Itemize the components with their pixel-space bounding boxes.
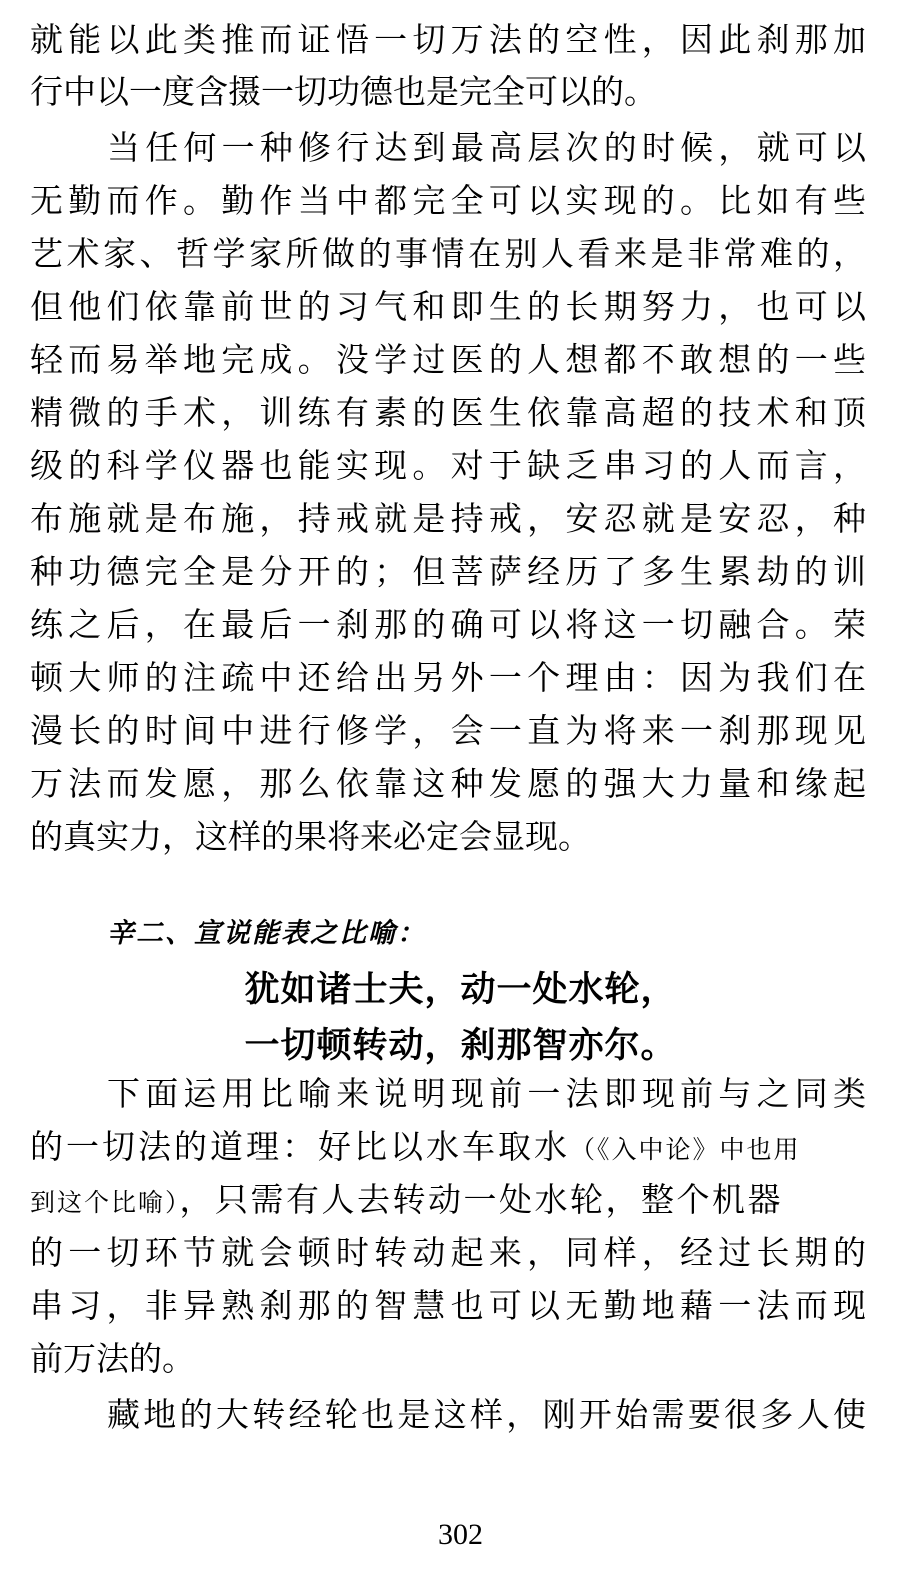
text-line: 万法而发愿，那么依靠这种发愿的强大力量和缘起 — [30, 764, 866, 803]
text-line-mixed — [30, 1174, 866, 1226]
text-line: 下面运用比喻来说明现前一法即现前与之同类 — [107, 1074, 866, 1113]
annotation-text: （《入中论》中也用 — [570, 1135, 801, 1164]
section-heading: 辛二、宣说能表之比喻： — [107, 918, 426, 949]
text-line: 级的科学仪器也能实现。对于缺乏串习的人而言， — [30, 446, 866, 485]
text-segment: 的一切法的道理：好比以水车取水 — [30, 1127, 570, 1166]
text-line: 漫长的时间中进行修学，会一直为将来一刹那现见 — [30, 711, 866, 750]
text-line: 精微的手术，训练有素的医生依靠高超的技术和顶 — [30, 393, 866, 432]
text-line: 串习，非异熟刹那的智慧也可以无勤地藉一法而现 — [30, 1286, 866, 1325]
text-line: 藏地的大转经轮也是这样，刚开始需要很多人使 — [107, 1395, 866, 1434]
text-line: 的一切环节就会顿时转动起来，同样，经过长期的 — [30, 1233, 866, 1272]
text-line: 顿大师的注疏中还给出另外一个理由：因为我们在 — [30, 658, 866, 697]
verse-line: 一切顿转动，刹那智亦尔。 — [244, 1026, 677, 1066]
text-line: 的真实力，这样的果将来必定会显现。 — [30, 817, 591, 856]
text-line: 无勤而作。勤作当中都完全可以实现的。比如有些 — [30, 181, 866, 220]
annotation-text: 到这个比喻） — [30, 1188, 180, 1217]
text-line: 布施就是布施，持戒就是持戒，安忍就是安忍，种 — [30, 499, 866, 538]
text-line: 就能以此类推而证悟一切万法的空性，因此刹那加 — [30, 20, 866, 59]
text-line-mixed — [30, 1121, 866, 1173]
text-segment: ，只需有人去转动一处水轮，整个机器 — [179, 1180, 784, 1219]
text-line: 种功德完全是分开的；但菩萨经历了多生累劫的训 — [30, 552, 866, 591]
text-line: 练之后，在最后一刹那的确可以将这一切融合。荣 — [30, 605, 866, 644]
text-line: 前万法的。 — [30, 1339, 195, 1378]
text-line: 轻而易举地完成。没学过医的人想都不敢想的一些 — [30, 340, 866, 379]
text-line: 艺术家、哲学家所做的事情在别人看来是非常难的， — [30, 234, 866, 273]
page-number: 302 — [438, 1518, 483, 1551]
text-line: 当任何一种修行达到最高层次的时候，就可以 — [107, 128, 866, 167]
verse-line: 犹如诸士夫，动一处水轮， — [244, 970, 677, 1010]
text-line: 行中以一度含摄一切功德也是完全可以的。 — [30, 72, 657, 111]
text-line: 但他们依靠前世的习气和即生的长期努力，也可以 — [30, 287, 866, 326]
